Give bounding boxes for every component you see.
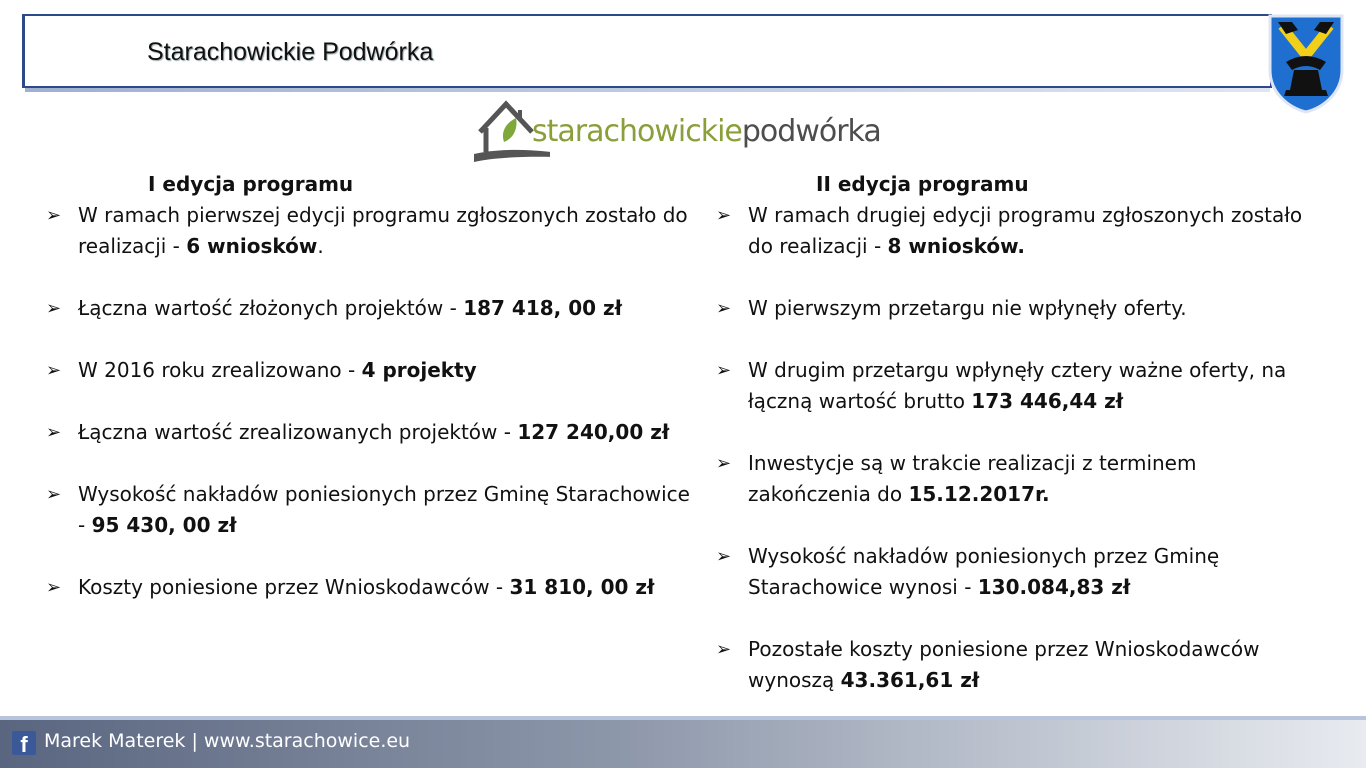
list-item: ➢ Koszty poniesione przez Wnioskodawców - 31 810, 00 zł (46, 572, 696, 603)
second-edition-column (716, 170, 1316, 727)
list-item: ➢ W ramach pierwszej edycji programu zgłoszonych zostało do realizacji - 6 wniosków. (46, 200, 696, 262)
header-bar (22, 14, 1272, 88)
arrow-bullet-icon: ➢ (46, 422, 62, 443)
arrow-bullet-icon: ➢ (716, 453, 732, 474)
coat-of-arms-icon (1264, 10, 1348, 114)
list-item: ➢ Wysokość nakładów poniesionych przez Gminę Starachowice wynosi - 130.084,83 zł (716, 541, 1316, 603)
arrow-bullet-icon: ➢ (46, 205, 62, 226)
list-item: ➢ Łączna wartość zrealizowanych projektów - 127 240,00 zł (46, 417, 696, 448)
list-item: ➢ W 2016 roku zrealizowano - 4 projekty (46, 355, 696, 386)
footer-bar (0, 716, 1366, 768)
arrow-bullet-icon: ➢ (716, 639, 732, 660)
list-item: ➢ W ramach drugiej edycji programu zgłoszonych zostało do realizacji - 8 wniosków. (716, 200, 1316, 262)
arrow-bullet-icon: ➢ (716, 298, 732, 319)
first-edition-list (46, 200, 696, 603)
list-item: ➢ Inwestycje są w trakcie realizacji z terminem zakończenia do 15.12.2017r. (716, 448, 1316, 510)
second-edition-list (716, 200, 1316, 696)
list-item: ➢ Łączna wartość złożonych projektów - 187 418, 00 zł (46, 293, 696, 324)
arrow-bullet-icon: ➢ (46, 298, 62, 319)
arrow-bullet-icon: ➢ (716, 360, 732, 381)
arrow-bullet-icon: ➢ (46, 577, 62, 598)
list-item: ➢ Pozostałe koszty poniesione przez Wnioskodawców wynoszą 43.361,61 zł (716, 634, 1316, 696)
first-edition-column (46, 170, 696, 634)
second-edition-title: II edycja programu (816, 172, 1029, 196)
arrow-bullet-icon: ➢ (716, 546, 732, 567)
facebook-icon[interactable]: f (12, 731, 36, 755)
page-title: Starachowickie Podwórka (147, 38, 434, 66)
arrow-bullet-icon: ➢ (716, 205, 732, 226)
starachowickie-podworka-logo (470, 96, 881, 168)
footer-credit: Marek Materek | www.starachowice.eu (44, 730, 411, 752)
list-item: ➢ Wysokość nakładów poniesionych przez Gminę Starachowice - 95 430, 00 zł (46, 479, 696, 541)
list-item: ➢ W pierwszym przetargu nie wpłynęły oferty. (716, 293, 1316, 324)
first-edition-title: I edycja programu (148, 172, 354, 196)
arrow-bullet-icon: ➢ (46, 360, 62, 381)
arrow-bullet-icon: ➢ (46, 484, 62, 505)
list-item: ➢ W drugim przetargu wpłynęły cztery ważne oferty, na łączną wartość brutto 173 446,44 zł (716, 355, 1316, 417)
logo-wordmark: starachowickiepodwórka (532, 114, 881, 149)
